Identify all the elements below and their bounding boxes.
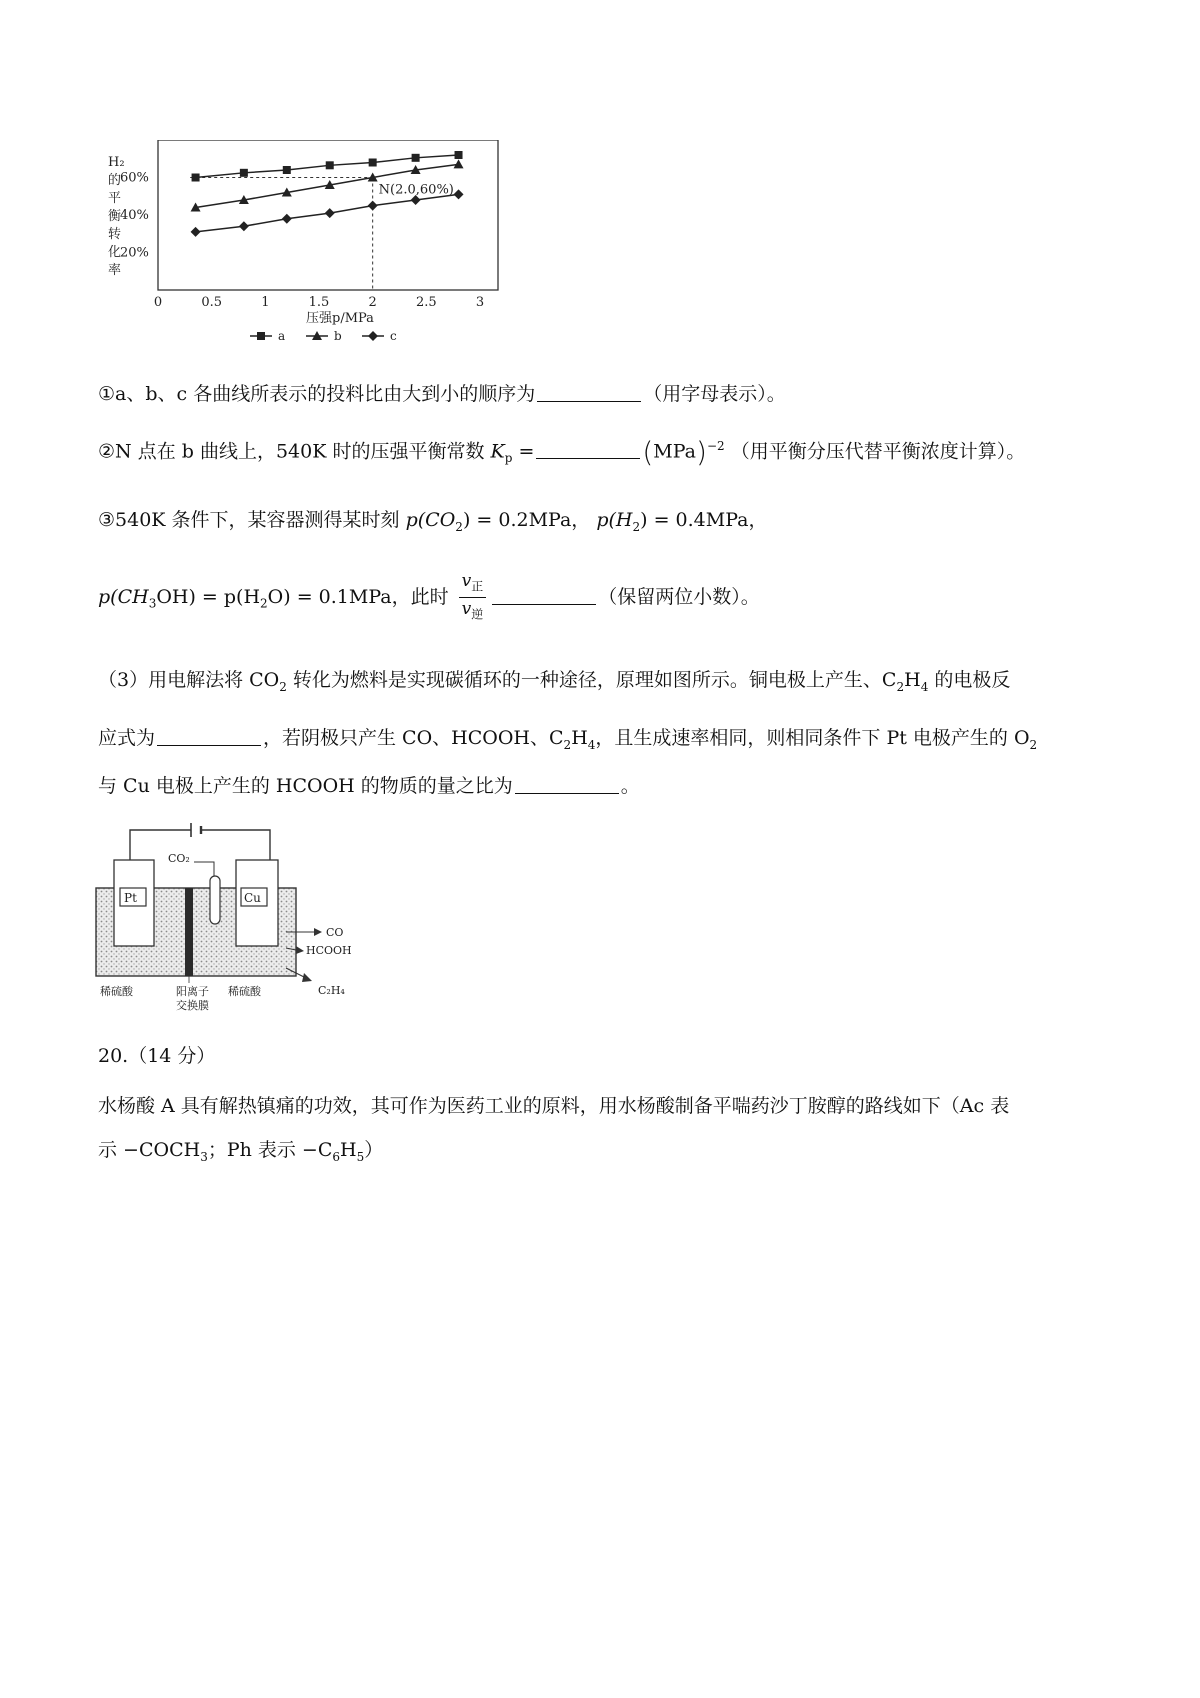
h2o-subscript: 2 <box>260 596 268 611</box>
data-point-a <box>240 169 248 177</box>
x-tick-label: 1.5 <box>308 295 330 310</box>
hcooh-arrow-head <box>296 946 304 954</box>
answer-blank-2[interactable] <box>536 438 640 459</box>
cu-label: Cu <box>244 891 261 905</box>
question-3-line-2 <box>98 570 1138 626</box>
conversion-chart <box>100 140 560 370</box>
cation-exchange-membrane <box>185 888 193 976</box>
v-reverse: v <box>461 599 472 620</box>
part3-l2-sub3: 2 <box>1029 737 1038 752</box>
co2-label: CO₂ <box>168 852 190 865</box>
p-ch3oh: p(CH <box>98 585 149 608</box>
part3-l2-c: H <box>571 727 588 749</box>
data-point-a <box>283 166 291 174</box>
data-point-c <box>368 201 378 211</box>
external-wire <box>130 830 270 860</box>
right-acid-label: 稀硫酸 <box>228 985 261 998</box>
data-point-a <box>412 154 420 162</box>
kp-subscript: p <box>504 451 513 466</box>
p-h2: p(H <box>596 509 633 531</box>
q20-text-2c: H <box>340 1139 357 1161</box>
y-label-char: 率 <box>108 263 122 278</box>
y-tick-label: 60% <box>120 170 149 186</box>
data-point-a <box>192 174 200 182</box>
part3-text-a: （3）用电解法将 CO <box>98 669 280 691</box>
legend-marker-a <box>257 332 265 340</box>
equals-sign: = <box>518 440 535 463</box>
q20-sub-1: 3 <box>200 1149 208 1164</box>
unit-mpa: MPa <box>653 440 697 463</box>
p-value-text: O) = 0.1MPa，此时 <box>267 585 449 608</box>
c2h4-arrow-head <box>302 973 312 982</box>
q20-text-2b: ；Ph 表示 −C <box>207 1139 333 1161</box>
question-2: ②N 点在 b 曲线上，540K 时的压强平衡常数 $K_p = (MPa)^{-2}$ （用平衡分压代替平衡浓度计算）。 <box>98 435 1026 469</box>
x-tick-label: 2.5 <box>415 295 437 310</box>
y-label-char: 化 <box>108 245 122 260</box>
h2-subscript: 2 <box>632 519 641 534</box>
p-co2-value: ) = 0.2MPa， <box>462 509 591 531</box>
part3-l3-b: 。 <box>620 775 640 797</box>
q20-sub-2: 6 <box>332 1149 341 1164</box>
part3-text-b: 转化为燃料是实现碳循环的一种途径，原理如图所示。铜电极上产生、C <box>286 669 897 691</box>
y-label-char: H₂ <box>108 155 125 170</box>
q1-text: ①a、b、c 各曲线所表示的投料比由大到小的顺序为 <box>98 383 536 405</box>
pt-label: Pt <box>124 891 137 905</box>
q20-text-2d: ） <box>364 1139 384 1161</box>
part3-l2-d: ，且生成速率相同，则相同条件下 Pt 电极产生的 O <box>595 727 1030 749</box>
legend-label-a: a <box>278 329 286 343</box>
q20-sub-3: 5 <box>356 1149 365 1164</box>
data-point-c <box>454 189 464 199</box>
n-point-annotation: N(2.0,60%) <box>378 182 454 198</box>
data-point-c <box>282 214 292 224</box>
part3-l3-a: 与 Cu 电极上产生的 HCOOH 的物质的量之比为 <box>98 775 513 797</box>
co2-subscript: 2 <box>455 519 463 534</box>
y-tick-label: 20% <box>120 245 149 261</box>
q3-text: ③540K 条件下，某容器测得某时刻 <box>98 509 400 531</box>
y-label-char: 衡 <box>108 209 122 224</box>
part3-l2-b: ，若阴极只产生 CO、HCOOH、C <box>263 727 564 749</box>
c2h4-product-label: C₂H₄ <box>318 984 345 997</box>
x-tick-label: 0.5 <box>201 295 223 310</box>
data-point-a <box>369 159 377 167</box>
v-forward-sub: 正 <box>471 579 484 594</box>
part-3-line-2 <box>98 724 1138 759</box>
part3-l2-sub1: 2 <box>563 737 572 752</box>
x-tick-labels <box>154 295 484 310</box>
p-h2-value: ) = 0.4MPa， <box>640 509 768 531</box>
answer-blank-3[interactable] <box>492 584 596 605</box>
v-forward: v <box>461 571 472 591</box>
hcooh-product-label: HCOOH <box>306 944 352 957</box>
part3-l2-a: 应式为 <box>98 727 156 749</box>
p-h2o: OH) = p(H <box>156 585 261 608</box>
y-tick-labels <box>120 171 149 261</box>
legend <box>250 329 397 343</box>
question-20-line-2 <box>98 1136 1138 1171</box>
y-tick-label: 40% <box>120 208 149 223</box>
part-3-line-1 <box>98 666 1138 701</box>
data-point-c <box>239 221 249 231</box>
data-point-a <box>326 161 334 169</box>
data-point-a <box>455 151 463 159</box>
part-3-line-3 <box>98 772 1138 800</box>
question-3-line-1 <box>98 506 1138 541</box>
question-20-line-1 <box>98 1092 1138 1120</box>
q1-note: （用字母表示）。 <box>643 383 786 405</box>
question-1 <box>98 380 1138 408</box>
electrolysis-cell-diagram <box>90 820 390 1020</box>
legend-label-b: b <box>334 329 342 343</box>
data-point-c <box>191 227 201 237</box>
y-label-char: 转 <box>108 227 122 242</box>
p-co2: p(CO <box>405 509 456 531</box>
part3-text-c: H <box>904 669 921 691</box>
membrane-label-line-2: 交换膜 <box>176 999 209 1012</box>
data-point-b <box>454 159 464 168</box>
answer-blank-1[interactable] <box>537 381 641 402</box>
co2-inlet-tube <box>210 876 220 924</box>
unit-exponent: −2 <box>706 439 725 453</box>
rate-ratio-fraction <box>459 570 487 626</box>
co-arrow-head <box>314 928 322 936</box>
q2-note: （用平衡分压代替平衡浓度计算）。 <box>730 440 1026 463</box>
data-point-c <box>325 208 335 218</box>
membrane-label-line-1: 阳离子 <box>176 985 209 998</box>
q3-note: （保留两位小数）。 <box>598 585 760 608</box>
answer-blank-5[interactable] <box>515 773 619 794</box>
part3-l2-sub2: 4 <box>587 737 596 752</box>
x-tick-label: 0 <box>153 295 163 310</box>
x-tick-label: 3 <box>475 295 485 310</box>
question-20-title <box>98 1042 1138 1070</box>
co2-arrow <box>194 862 214 876</box>
x-tick-label: 2 <box>368 295 377 310</box>
y-label-char: 的 <box>108 173 122 188</box>
ch3oh-subscript: 3 <box>148 596 157 611</box>
part3-text-d: 的电极反 <box>928 669 1011 691</box>
part3-sub-c: 4 <box>920 679 929 694</box>
kp-symbol: K <box>490 440 505 463</box>
q20-number: 20.（14 分） <box>98 1045 216 1067</box>
y-label-char: 平 <box>108 191 122 206</box>
answer-blank-4[interactable] <box>157 725 261 746</box>
legend-label-c: c <box>390 329 397 343</box>
v-reverse-sub: 逆 <box>471 607 484 622</box>
left-acid-label: 稀硫酸 <box>100 985 133 998</box>
q20-text-1: 水杨酸 A 具有解热镇痛的功效，其可作为医药工业的原料，用水杨酸制备平喘药沙丁胺醇的路线如下（Ac 表 <box>98 1095 1010 1117</box>
legend-marker-c <box>368 331 378 341</box>
x-axis-label: 压强p/MPa <box>306 311 374 326</box>
x-tick-label: 1 <box>261 295 270 310</box>
part3-sub-a: 2 <box>279 679 287 694</box>
co-product-label: CO <box>326 926 344 939</box>
q2-text: ②N 点在 b 曲线上，540K 时的压强平衡常数 <box>98 440 485 463</box>
part3-sub-b: 2 <box>896 679 905 694</box>
q20-text-2a: 示 −COCH <box>98 1139 201 1161</box>
